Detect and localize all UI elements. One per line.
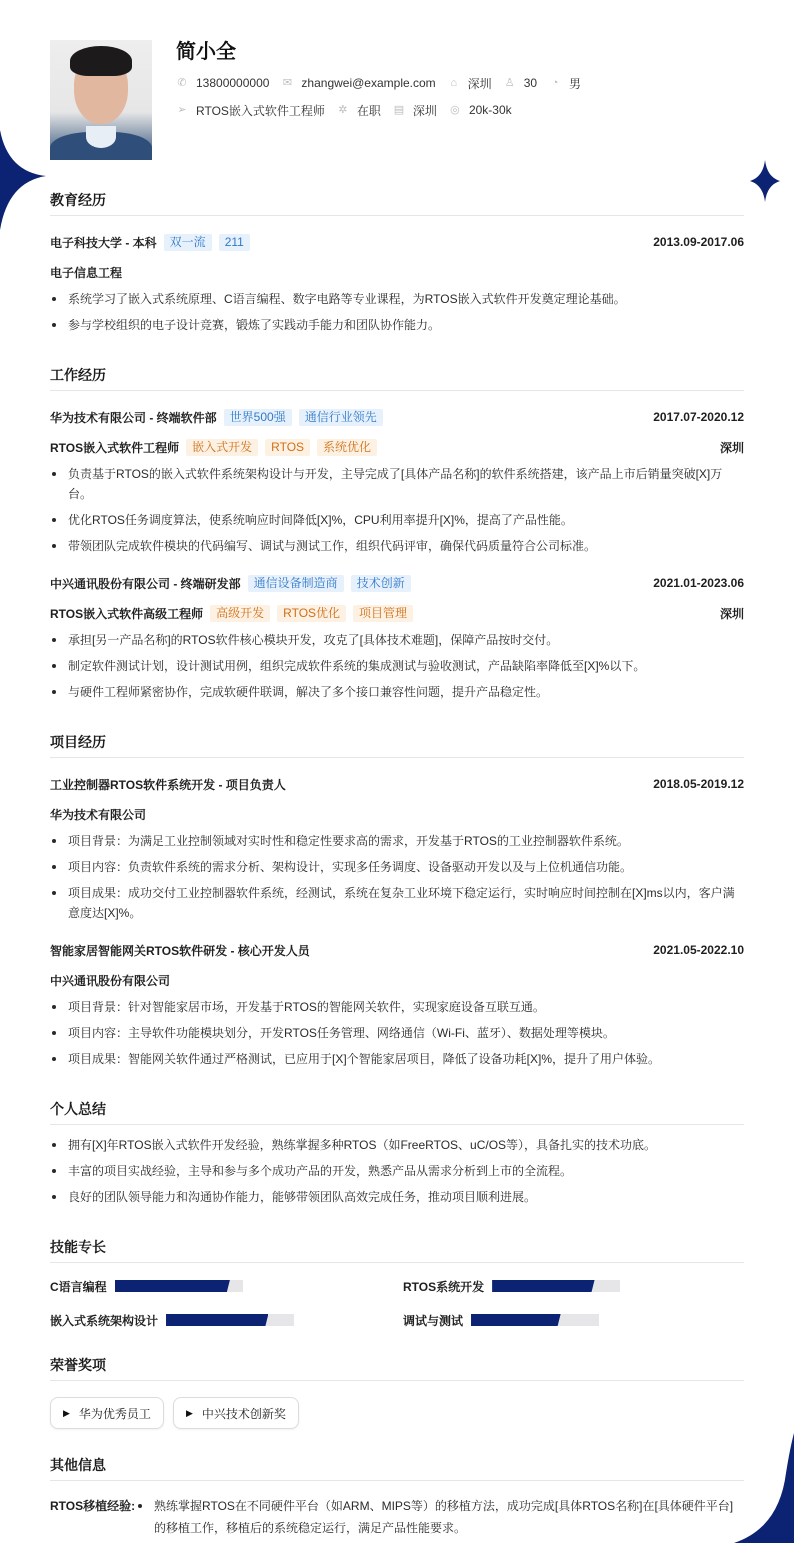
- project-company: 华为技术有限公司: [50, 807, 147, 822]
- salary-icon: ◎: [450, 104, 460, 116]
- section-title: 其他信息: [50, 1455, 744, 1481]
- project-entry-header: [50, 941, 744, 959]
- status-value: 在职: [356, 103, 381, 118]
- school-tag: 211: [219, 234, 250, 251]
- school-tag: 双一流: [164, 234, 212, 251]
- building-icon: ▤: [393, 104, 405, 116]
- project-entry-header: [50, 775, 744, 793]
- age-item: [504, 76, 537, 90]
- company-name: 中兴通讯股份有限公司 - 终端研发部: [50, 576, 241, 591]
- avatar-photo: [50, 40, 152, 160]
- role-name: RTOS嵌入式软件工程师: [50, 440, 180, 455]
- list-item: 承担[另一产品名称]的RTOS软件核心模块开发，攻克了[具体技术难题]，保障产品按时交付。: [50, 630, 744, 650]
- other-text: 熟练掌握RTOS在不同硬件平台（如ARM、MIPS等）的移植方法，成功完成[具体RTOS名称]在[具体硬件平台]的移植工作，移植后的系统稳定运行，满足产品性能要求。: [136, 1495, 744, 1539]
- job-title-value: RTOS嵌入式软件工程师: [196, 103, 325, 118]
- company-tag: 通信设备制造商: [248, 575, 344, 592]
- section-title: 项目经历: [50, 732, 744, 758]
- job-intent-row: [176, 101, 593, 119]
- other-section: [50, 1455, 744, 1539]
- role-tag: RTOS优化: [277, 605, 346, 622]
- mail-icon: ✉: [282, 77, 293, 89]
- skill-bar: [471, 1314, 599, 1326]
- salary-value: 20k-30k: [468, 103, 512, 117]
- list-item: 项目成果：成功交付工业控制器软件系统，经测试，系统在复杂工业环境下稳定运行，实时响应时间控制在[X]ms以内，客户满意度达[X]%。: [50, 883, 744, 923]
- summary-section: [50, 1099, 744, 1207]
- awards-list: [50, 1397, 744, 1429]
- profile-info: [176, 40, 593, 160]
- section-title: 荣誉奖项: [50, 1355, 744, 1381]
- play-triangle-icon: ▶: [185, 1407, 193, 1418]
- sparkle-star-icon: [750, 160, 780, 202]
- list-item: 带领团队完成软件模块的代码编写、调试与测试工作，组织代码评审，确保代码质量符合公司标准。: [50, 536, 744, 556]
- other-item: [50, 1495, 744, 1539]
- skill-bar: [166, 1314, 294, 1326]
- status-item: [337, 102, 381, 119]
- skill-name: 嵌入式系统架构设计: [50, 1313, 159, 1328]
- location-value: 深圳: [467, 76, 492, 91]
- list-item: 项目内容：主导软件功能模块划分，开发RTOS任务管理、网络通信（Wi-Fi、蓝牙）、数据处理等模块。: [50, 1023, 744, 1043]
- role-tag: 嵌入式开发: [186, 439, 258, 456]
- education-date: 2013.09-2017.06: [653, 235, 744, 249]
- awards-section: [50, 1355, 744, 1429]
- status-icon: ✲: [338, 104, 348, 116]
- play-triangle-icon: ▶: [63, 1407, 70, 1418]
- work-entry-header: [50, 574, 744, 592]
- project-date: 2018.05-2019.12: [653, 777, 744, 791]
- candidate-name: 简小全: [176, 41, 236, 63]
- education-entry-header: [50, 233, 744, 251]
- role-tag: RTOS: [265, 439, 310, 456]
- job-title-item: [176, 102, 325, 119]
- skill-bar: [115, 1280, 243, 1292]
- work-city: 深圳: [719, 440, 744, 455]
- send-icon: ➢: [177, 104, 187, 116]
- home-icon: ⌂: [450, 77, 457, 89]
- list-item: 项目成果：智能网关软件通过严格测试，已应用于[X]个智能家居项目，降低了设备功耗[X]%，提升了用户体验。: [50, 1049, 744, 1069]
- skill-item: [403, 1311, 744, 1329]
- work-entry-header: [50, 408, 744, 426]
- work-date: 2021.01-2023.06: [653, 576, 744, 590]
- target-city-item: [393, 102, 437, 119]
- contact-row: [176, 74, 593, 92]
- project-name: 智能家居智能网关RTOS软件研发 - 核心开发人员: [50, 943, 310, 958]
- gender-item: [549, 75, 581, 92]
- salary-item: [449, 103, 512, 117]
- role-tag: 高级开发: [210, 605, 270, 622]
- work-city: 深圳: [719, 606, 744, 621]
- age-icon: ♙: [504, 77, 515, 89]
- skills-grid: [50, 1277, 744, 1329]
- skill-fill: [471, 1314, 561, 1326]
- skill-name: C语言编程: [50, 1279, 107, 1294]
- skill-item: [403, 1277, 744, 1295]
- project-company: 中兴通讯股份有限公司: [50, 973, 171, 988]
- other-label: RTOS移植经验:: [50, 1499, 136, 1513]
- skill-fill: [166, 1314, 268, 1326]
- skills-section: [50, 1237, 744, 1329]
- list-item: 项目背景：为满足工业控制领域对实时性和稳定性要求高的需求，开发基于RTOS的工业控制器软件系统。: [50, 831, 744, 851]
- company-tag: 通信行业领先: [299, 409, 383, 426]
- email-value: zhangwei@example.com: [301, 76, 436, 90]
- list-item: 与硬件工程师紧密协作，完成软硬件联调，解决了多个接口兼容性问题，提升产品稳定性。: [50, 682, 744, 702]
- section-title: 教育经历: [50, 190, 744, 216]
- role-name: RTOS嵌入式软件高级工程师: [50, 606, 204, 621]
- project-date: 2021.05-2022.10: [653, 943, 744, 957]
- major-line: [50, 263, 744, 281]
- skill-fill: [115, 1280, 230, 1292]
- section-title: 个人总结: [50, 1099, 744, 1125]
- skill-item: [50, 1277, 403, 1295]
- role-line: [50, 604, 744, 622]
- skill-fill: [492, 1280, 594, 1292]
- section-title: 技能专长: [50, 1237, 744, 1263]
- profile-header: [50, 40, 744, 160]
- major: 电子信息工程: [50, 265, 123, 280]
- company-tag: 技术创新: [351, 575, 411, 592]
- skill-bar: [492, 1280, 620, 1292]
- list-item: 参与学校组织的电子设计竞赛，锻炼了实践动手能力和团队协作能力。: [50, 315, 744, 335]
- target-city-value: 深圳: [412, 103, 437, 118]
- project-bullets: [50, 997, 744, 1069]
- list-item: 负责基于RTOS的嵌入式软件系统架构设计与开发，主导完成了[具体产品名称]的软件系统搭建，该产品上市后销量突破[X]万台。: [50, 464, 744, 504]
- list-item: 制定软件测试计划，设计测试用例，组织完成软件系统的集成测试与验收测试，产品缺陷率降低至[X]%以下。: [50, 656, 744, 676]
- school-name: 电子科技大学 - 本科: [50, 235, 157, 250]
- project-company-line: [50, 971, 744, 989]
- education-bullets: [50, 289, 744, 335]
- work-date: 2017.07-2020.12: [653, 410, 744, 424]
- award-label: 中兴技术创新奖: [201, 1406, 286, 1421]
- role-tag: 项目管理: [353, 605, 413, 622]
- skill-name: RTOS系统开发: [403, 1279, 485, 1294]
- award-chip: [50, 1397, 164, 1429]
- work-bullets: [50, 630, 744, 702]
- resume-page: [50, 40, 744, 1539]
- list-item: 项目背景：针对智能家居市场，开发基于RTOS的智能网关软件，实现家庭设备互联互通。: [50, 997, 744, 1017]
- skill-item: [50, 1311, 403, 1329]
- gender-icon: ◔: [551, 77, 559, 89]
- location-item: [448, 75, 492, 92]
- project-company-line: [50, 805, 744, 823]
- company-tag: 世界500强: [224, 409, 292, 426]
- summary-bullets: [50, 1135, 744, 1207]
- award-label: 华为优秀员工: [78, 1406, 151, 1421]
- list-item: 良好的团队领导能力和沟通协作能力，能够带领团队高效完成任务，推动项目顺利进展。: [50, 1187, 744, 1207]
- education-section: [50, 190, 744, 335]
- project-name: 工业控制器RTOS软件系统开发 - 项目负责人: [50, 777, 286, 792]
- phone-icon: ✆: [177, 77, 187, 89]
- corner-decoration-left: [0, 130, 46, 230]
- company-name: 华为技术有限公司 - 终端软件部: [50, 410, 217, 425]
- list-item: 优化RTOS任务调度算法，使系统响应时间降低[X]%，CPU利用率提升[X]%，提高了产品性能。: [50, 510, 744, 530]
- role-tag: 系统优化: [317, 439, 377, 456]
- skill-name: 调试与测试: [403, 1313, 464, 1328]
- work-bullets: [50, 464, 744, 556]
- list-item: 拥有[X]年RTOS嵌入式软件开发经验，熟练掌握多种RTOS（如FreeRTOS、uC/OS等），具备扎实的技术功底。: [50, 1135, 744, 1155]
- phone-item: [176, 76, 269, 90]
- age-value: 30: [523, 76, 538, 90]
- email-item: [281, 76, 435, 90]
- project-bullets: [50, 831, 744, 923]
- projects-section: [50, 732, 744, 1069]
- list-item: 丰富的项目实战经验，主导和参与多个成功产品的开发，熟悉产品从需求分析到上市的全流程。: [50, 1161, 744, 1181]
- work-section: [50, 365, 744, 702]
- award-chip: [173, 1397, 299, 1429]
- section-title: 工作经历: [50, 365, 744, 391]
- role-line: [50, 438, 744, 456]
- gender-value: 男: [569, 76, 582, 91]
- list-item: 系统学习了嵌入式系统原理、C语言编程、数字电路等专业课程，为RTOS嵌入式软件开发奠定理论基础。: [50, 289, 744, 309]
- phone-value: 13800000000: [196, 76, 270, 90]
- list-item: 项目内容：负责软件系统的需求分析、架构设计，实现多任务调度、设备驱动开发以及与上位机通信功能。: [50, 857, 744, 877]
